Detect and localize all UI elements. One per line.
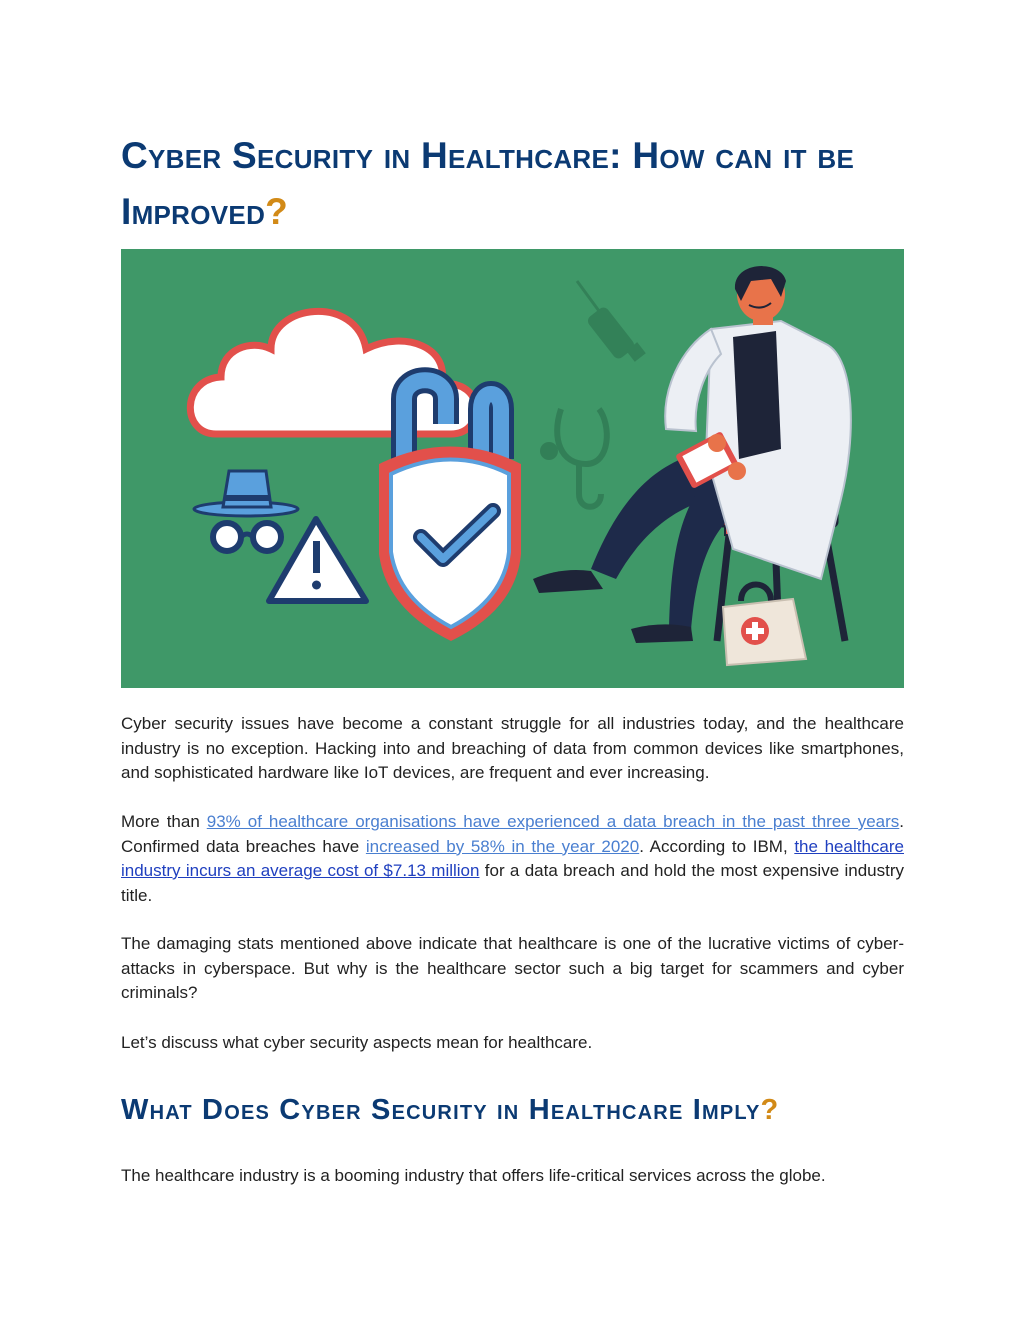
paragraph-intro: Cyber security issues have become a constant struggle for all industries today, and the healthcare industry is no exception. Hacking into and breaching of data from common devices like smartphones, and sophisticated hardware like IoT devices, are frequent and ever increasing. (121, 714, 904, 782)
syringe-icon (577, 281, 646, 362)
paragraph-stats-text-1: More than (121, 812, 207, 831)
spy-icon (194, 471, 298, 551)
hero-illustration (121, 249, 904, 688)
paragraph-stats (121, 810, 904, 908)
paragraph-stats-text-4: for a data breach and hold the most expensive industry title. (121, 861, 904, 905)
stethoscope-icon (540, 409, 607, 507)
page-title (121, 128, 904, 240)
paragraph-stats-text-2: . Confirmed data breaches have (121, 812, 905, 856)
section-heading-question-mark: ? (760, 1094, 780, 1126)
paragraph-booming-industry: The healthcare industry is a booming industry that offers life-critical services across the globe. (121, 1166, 826, 1185)
link-average-cost[interactable]: the healthcare industry incurs an average cost of $7.13 million (121, 836, 904, 880)
hero-svg (121, 249, 904, 688)
medical-bag-icon (723, 585, 806, 666)
link-93-percent-breach[interactable]: 93% of healthcare organisations have experienced a data breach in the past three years (206, 812, 900, 831)
page-title-question-mark: ? (265, 191, 289, 232)
section-heading-text: What Does Cyber Security in Healthcare Imply (121, 1094, 761, 1126)
paragraph-damaging-stats: The damaging stats mentioned above indicate that healthcare is one of the lucrative victims of cyber-attacks in cyberspace. But why is the healthcare sector such a big target for scammers and cyber criminals? (121, 934, 904, 1002)
doctor-figure (533, 266, 851, 643)
section-heading (121, 1090, 779, 1130)
shield-check-icon (379, 447, 521, 642)
warning-icon (269, 519, 366, 601)
page-title-text: Cyber Security in Healthcare: How can it be Improved (121, 135, 855, 232)
paragraph-lets-discuss: Let’s discuss what cyber security aspects mean for healthcare. (121, 1033, 593, 1052)
paragraph-stats-text-3: . According to IBM, (639, 836, 795, 856)
link-58-percent-increase[interactable]: increased by 58% in the year 2020 (365, 836, 640, 856)
